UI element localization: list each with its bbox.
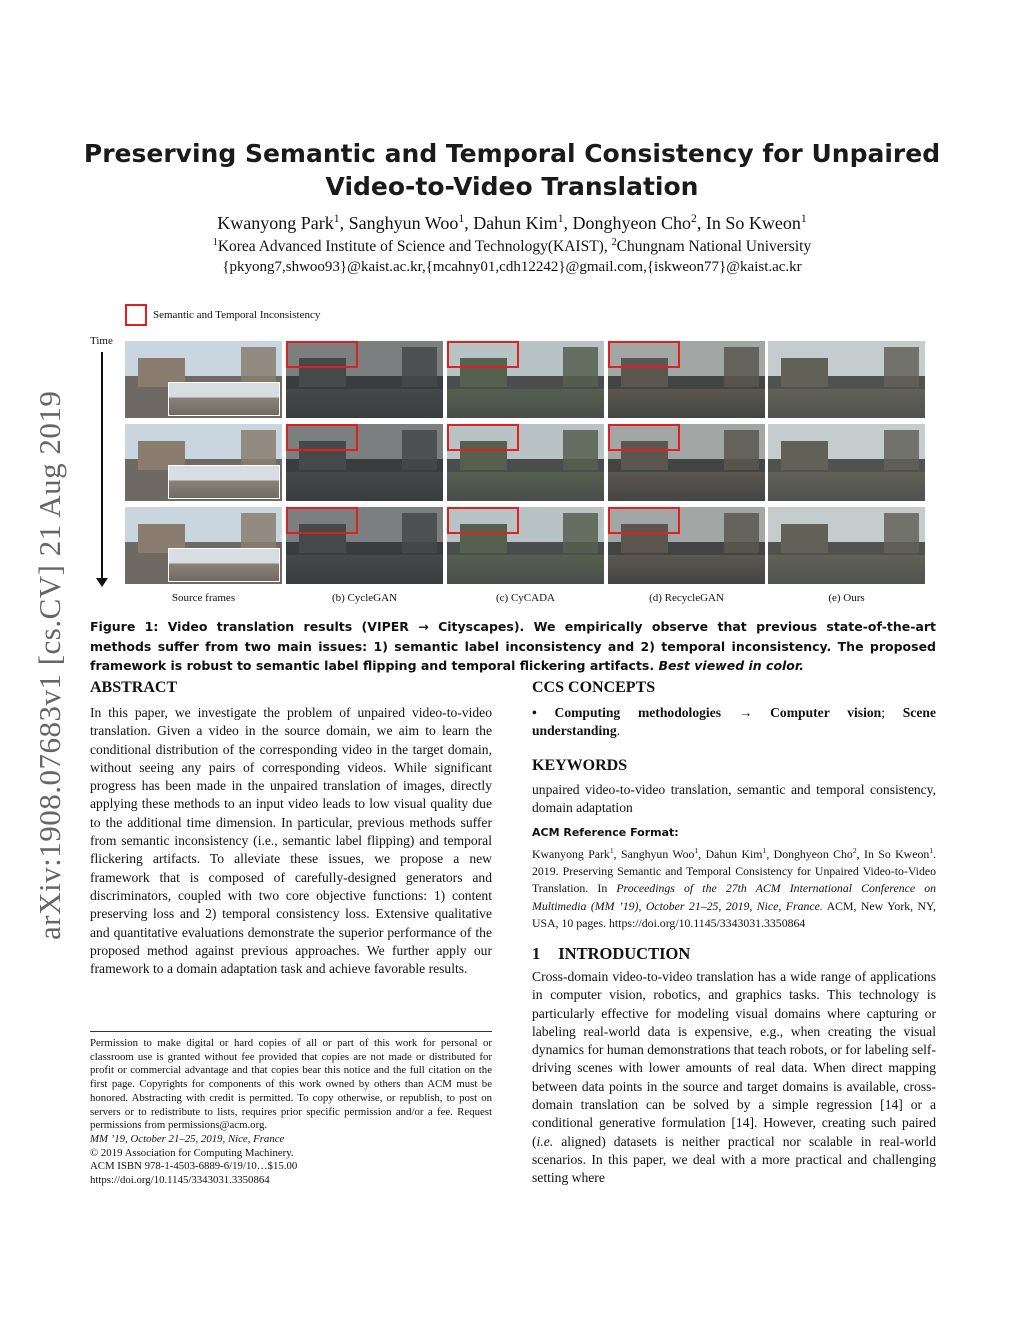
acm-ref-sup: 2	[852, 846, 857, 855]
ccs-item: • Computing methodologies → Computer vision	[532, 705, 882, 720]
frame-building	[884, 513, 919, 555]
frame-inset	[608, 472, 765, 501]
figure-frame	[608, 341, 765, 418]
figure-frame	[286, 507, 443, 584]
affil-mark: 2	[611, 237, 617, 248]
frame-inset	[608, 555, 765, 584]
frame-building	[884, 347, 919, 389]
time-label: Time	[90, 335, 113, 347]
column-label-source: Source frames	[171, 592, 236, 604]
frame-inset	[447, 472, 604, 501]
time-arrow-icon	[101, 352, 103, 580]
frame-inset	[168, 382, 280, 416]
inconsistency-box	[286, 341, 358, 368]
acm-ref-sup: 1	[762, 846, 767, 855]
acm-ref-author: , In So Kweon	[856, 846, 930, 861]
ccs-end: .	[616, 723, 621, 739]
acm-ref-tail: ACM, New York, NY, USA, 10 pages. https://doi.org/10.1145/3343031.3350864	[532, 898, 936, 930]
intro-title: INTRODUCTION	[558, 944, 691, 963]
frame-building	[724, 513, 759, 555]
acm-ref-author: , Dahun Kim	[698, 846, 763, 861]
frame-building	[563, 347, 598, 389]
figure-frame	[768, 341, 925, 418]
frame-building	[724, 347, 759, 389]
author-name: Donghyeon Cho	[572, 213, 692, 233]
author-affil-mark: 1	[800, 212, 807, 225]
abstract-heading: ABSTRACT	[90, 679, 178, 696]
intro-heading	[532, 944, 690, 964]
frame-inset	[286, 472, 443, 501]
frame-inset	[447, 389, 604, 418]
figure-frame	[447, 424, 604, 501]
author-name: Kwanyong Park	[217, 213, 334, 233]
frame-inset	[768, 555, 925, 584]
frame-building	[781, 358, 828, 387]
frame-inset	[768, 472, 925, 501]
figure-frame	[768, 424, 925, 501]
column-label-cycada: (c) CyCADA	[496, 592, 555, 604]
acm-ref-sup: 1	[694, 846, 699, 855]
copyright-line: © 2019 Association for Computing Machinery.	[90, 1146, 294, 1159]
abstract-text: In this paper, we investigate the problem of unpaired video-to-video translation. Given a video in the source domain, we aim to learn the conditional distribution of the corresponding video in the target domain, without seeing any pairs of corresponding videos. While significant progress has been made in the unpaired translation of images, directly applying these methods to an input video leads to low visual quality due to the additional time dimension. In particular, previous methods suffer from semantic inconsistency (i.e., semantic label flipping) and temporal flickering artifacts. To alleviate these issues, we propose a new framework that is composed of carefully-designed generators and discriminators, coupled with two core objective functions: 1) content preserving loss and 2) temporal consistency loss. Extensive qualitative and quantitative evaluations demonstrate the superior performance of the proposed method against previous approaches. We further apply our framework to a domain adaptation task and achieve favorable results.	[90, 705, 492, 977]
frame-building	[781, 441, 828, 470]
figure-frame	[125, 341, 282, 418]
arxiv-identifier: arXiv:1908.07683v1 [cs.CV] 21 Aug 2019	[32, 390, 67, 940]
acm-ref-author: Kwanyong Park	[532, 846, 610, 861]
author-name: In So Kweon	[705, 213, 801, 233]
author-name: Dahun Kim	[473, 213, 558, 233]
inconsistency-box	[286, 424, 358, 451]
ccs-heading: CCS CONCEPTS	[532, 679, 656, 696]
frame-building	[563, 513, 598, 555]
inconsistency-box	[608, 424, 680, 451]
author-list: Kwanyong Park$^1$, Sanghyun Woo$^1$, Dahun Kim$^1$, Donghyeon Cho$^2$, In So Kweon$^1$	[217, 212, 807, 233]
paper-title	[0, 137, 1024, 203]
inconsistency-box	[447, 507, 519, 534]
inconsistency-box	[608, 341, 680, 368]
affiliation-1: Korea Advanced Institute of Science and Technology(KAIST),	[217, 238, 612, 256]
affiliations	[0, 237, 1024, 256]
frame-building	[402, 430, 437, 472]
author-affil-mark: 2	[691, 212, 697, 225]
author-affil-mark: 1	[458, 212, 465, 225]
frame-inset	[286, 389, 443, 418]
affil-mark: 1	[212, 237, 218, 248]
legend-red-box-icon	[125, 304, 147, 326]
frame-building	[563, 430, 598, 472]
frame-inset	[447, 555, 604, 584]
acm-reference	[532, 842, 936, 932]
column-label-recyclegan: (d) RecycleGAN	[649, 592, 724, 604]
intro-text	[532, 968, 936, 1188]
keywords-text: unpaired video-to-video translation, semantic and temporal consistency, domain adaptation	[532, 782, 936, 816]
column-label-ours: (e) Ours	[828, 592, 865, 604]
acm-ref-sup: 1	[929, 846, 934, 855]
affiliation-2: Chungnam National University	[616, 238, 812, 256]
figure-frame	[125, 507, 282, 584]
frame-inset	[168, 548, 280, 582]
intro-number: 1	[532, 944, 541, 963]
figure-frame	[608, 507, 765, 584]
inconsistency-box	[447, 424, 519, 451]
inconsistency-box	[286, 507, 358, 534]
figure-frame	[608, 424, 765, 501]
keywords-heading: KEYWORDS	[532, 757, 628, 774]
frame-building	[402, 513, 437, 555]
column-label-cyclegan: (b) CycleGAN	[331, 592, 398, 604]
ccs-concepts	[532, 704, 936, 741]
legend-label: Semantic and Temporal Inconsistency	[153, 309, 321, 321]
frame-building	[884, 430, 919, 472]
acm-ref-author: , Donghyeon Cho	[766, 846, 853, 861]
doi-line: https://doi.org/10.1145/3343031.3350864	[90, 1174, 270, 1187]
acm-ref-venue: Proceedings of the 27th ACM International Conference on Multimedia (MM ’19), October 21–25, 2019, Nice, France.	[532, 881, 936, 913]
inconsistency-box	[608, 507, 680, 534]
intro-ie: i.e.	[536, 1133, 554, 1149]
intro-text-part: aligned) datasets is neither practical nor scalable in real-world scenarios. In this paper, we deal with a more practical and challenging setting where	[532, 1133, 936, 1186]
figure-frame	[768, 507, 925, 584]
isbn-line: ACM ISBN 978-1-4503-6889-6/19/10…$15.00	[90, 1160, 298, 1173]
frame-building	[402, 347, 437, 389]
acm-ref-sup: 1	[609, 846, 614, 855]
frame-building	[781, 524, 828, 553]
acm-ref-heading: ACM Reference Format:	[532, 826, 679, 839]
ccs-item: Scene understanding	[532, 705, 936, 739]
ccs-separator: ;	[881, 705, 903, 720]
figure-frame	[447, 341, 604, 418]
author-affil-mark: 1	[557, 212, 564, 225]
frame-inset	[768, 389, 925, 418]
figure-frame	[286, 424, 443, 501]
time-arrow-head-icon	[96, 578, 108, 587]
acm-ref-author: , Sanghyun Woo	[613, 846, 695, 861]
caption-text: Figure 1: Video translation results (VIPER → Cityscapes). We empirically observe that previous state-of-the-art methods suffer from two main issues: 1) semantic label inconsistency and 2) temporal inconsistency. The proposed framework is robust to semantic label flipping and temporal flickering artifacts.	[90, 619, 936, 673]
author-name: Sanghyun Woo	[348, 213, 459, 233]
footnote-rule	[90, 1031, 492, 1032]
figure-frame	[286, 341, 443, 418]
figure-caption	[90, 617, 936, 676]
frame-inset	[286, 555, 443, 584]
frame-inset	[168, 465, 280, 499]
acm-ref-text: . 2019. Preserving Semantic and Temporal Consistency for Unpaired Video-to-Video Translation. In	[532, 846, 937, 896]
author-emails: {pkyong7,shwoo93}@kaist.ac.kr,{mcahny01,cdh12242}@gmail.com,{iskweon77}@kaist.ac.kr	[222, 259, 802, 275]
author-affil-mark: 1	[333, 212, 340, 225]
frame-building	[724, 430, 759, 472]
caption-note: Best viewed in color.	[658, 658, 805, 673]
figure-frame	[125, 424, 282, 501]
permission-notice: Permission to make digital or hard copies of all or part of this work for personal or classroom use is granted without fee provided that copies are not made or distributed for profit or commercial advantage and that copies bear this notice and the full citation on the first page. Copyrights for components of this work owned by others than ACM must be honored. Abstracting with credit is permitted. To copy otherwise, or republish, to post on servers or to redistribute to lists, requires prior specific permission and/or a fee. Request permissions from permissions@acm.org.	[90, 1037, 492, 1132]
footnote	[90, 1037, 492, 1188]
intro-text-part: Cross-domain video-to-video translation has a wide range of applications in computer vision, robotics, and graphics tasks. This technology is particularly effective for modeling visual domains where capturing or labeling real-world data is expensive, e.g., when creating the visual dynamics for human demonstrations that teach robots, or for labeling self-driving scenes with lower amounts of real data. When direct mapping between data points in the source and target domains is available, cross-domain translation can be solved by a simple regression [14] or a conditional generative formulation [14]. However, creating such paired (	[532, 969, 936, 1149]
frame-inset	[608, 389, 765, 418]
conference-info: MM ’19, October 21–25, 2019, Nice, France	[90, 1132, 285, 1145]
figure-frame	[447, 507, 604, 584]
inconsistency-box	[447, 341, 519, 368]
title-line-2: Video-to-Video Translation	[325, 172, 699, 201]
title-line-1: Preserving Semantic and Temporal Consistency for Unpaired	[83, 139, 941, 168]
